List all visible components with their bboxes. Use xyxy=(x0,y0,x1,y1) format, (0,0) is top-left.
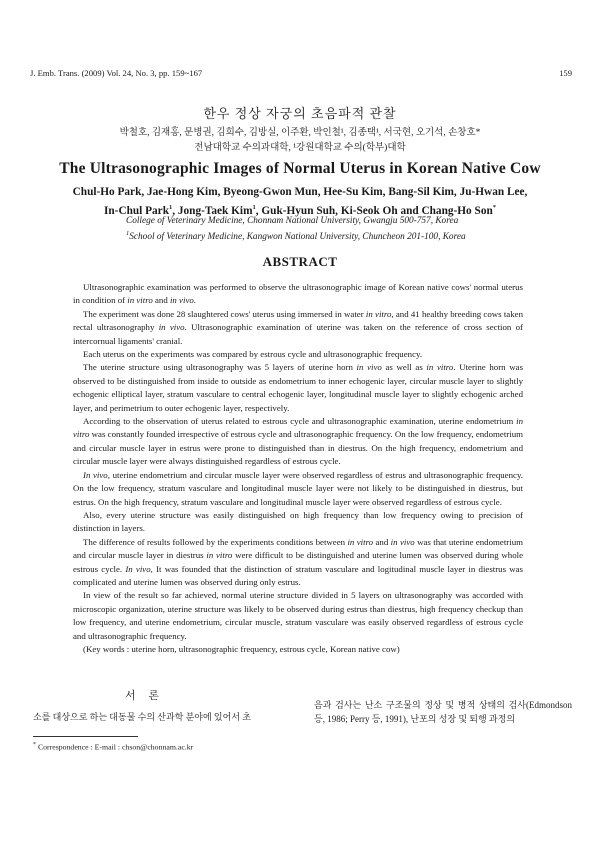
italic-term: in vivo xyxy=(158,322,185,333)
abstract-paragraph: In view of the result so far achieved, normal uterine structure divided in 5 layers on ultrasonography was accorded with microscopic organization, uterine structure was likely to be observed during estrus than diestrus, high frequency checkup than low frequency, and uterine endometrium, circular muscle, stratum vasculare was easily observed regardless of estrous cycle and ultrasonographic frequency. xyxy=(73,590,523,641)
abstract-heading: ABSTRACT xyxy=(262,254,338,269)
korean-title: 한우 정상 자궁의 초음파적 관찰 xyxy=(203,106,397,121)
text-run: were difficult to be distinguished and uterine lumen was observed during whole estrous cycle. xyxy=(73,550,523,574)
italic-term: In vivo xyxy=(83,469,108,480)
abstract-paragraph xyxy=(73,281,523,308)
english-title: The Ultrasonographic Images of Normal Uterus in Korean Native Cow xyxy=(59,160,541,177)
korean-affiliation: 전남대학교 수의과대학, ¹강원대학교 수의(학부)대학 xyxy=(194,143,406,153)
korean-authors: 박철호, 김재홍, 문병권, 김희수, 김방실, 이주환, 박인철¹, 김종택¹, 서국현, 오기석, 손창호* xyxy=(119,128,481,138)
journal-citation: J. Emb. Trans. (2009) Vol. 24, No. 3, pp. 159~167 xyxy=(30,68,203,78)
affiliation-1: College of Veterinary Medicine, Chonnam National University, Gwangju 500-757, Korea xyxy=(126,216,459,226)
abstract-paragraph xyxy=(73,361,523,415)
text-run: , uterine endometrium and circular muscle layer were observed regardless of estrus and ultrasonographic frequency. On the low frequency, stratum vasculare and longitudinal muscle layer were not likely to be distinguished in diestrus, but estrus. On the high frequency, stratum vasculare and longitudinal muscle layer were observed regardless of estrous cycle. xyxy=(73,469,524,507)
abstract-paragraph xyxy=(73,415,523,469)
italic-term: In vivo xyxy=(125,563,151,574)
italic-term: in vivo xyxy=(356,362,382,373)
intro-right-column: 음과 검사는 난소 구조물의 정상 및 병적 상태의 검사(Edmondson 등, 1986; Perry 등, 1991), 난포의 성장 및 퇴행 과정의 xyxy=(314,700,572,725)
text-run: as well as xyxy=(381,362,427,373)
text-run: , It was founded that the distinction of stratum vasculare and logitudinal muscle layer in diestrus was complicated and uterine lumen was observed during only estrus. xyxy=(73,563,523,587)
affiliation-mark: 1 xyxy=(252,204,256,211)
author-in-chul-park: In-Chul Park xyxy=(104,204,169,217)
introduction-heading: 서 론 xyxy=(125,690,165,702)
abstract-paragraph xyxy=(73,536,523,590)
text-run: Ultrasonographic examination was performed to observe the ultrasonographic image of Korean native cows' normal uterus in condition of xyxy=(73,282,523,306)
text-run: and xyxy=(152,295,170,306)
corresponding-mark: * xyxy=(492,204,496,211)
italic-term: in vitro xyxy=(206,550,233,561)
page-number: 159 xyxy=(559,68,572,78)
text-run: . Uterine horn was observed to be distinguished from inside to outside as endometrium to inner echogenic layer, circular muscle layer to slightly echogenic elliptical layer, stratum vasculare to central echogenic layer, longitudinal muscle layer to slightly echogenic arched layer, and perimetrium to outer echogenic layer, respectively. xyxy=(73,362,524,413)
affiliation-2: $^1$School of Veterinary Medicine, Kangwon National University, Chuncheon 201-100, Korea xyxy=(126,229,466,242)
text-run: . xyxy=(193,295,197,306)
text-run: The difference of results followed by the experiments conditions between xyxy=(83,536,348,547)
abstract-paragraph: Also, every uterine structure was easily distinguished on high frequency than low frequency owing to precision of distinction in layers. xyxy=(73,509,523,534)
correspondence-footnote xyxy=(33,742,193,752)
english-authors xyxy=(70,184,530,219)
footnote-rule xyxy=(33,736,138,737)
italic-term: in vitro xyxy=(426,362,454,373)
authors-line-1: Chul-Ho Park, Jae-Hong Kim, Byeong-Gwon Mun, Hee-Su Kim, Bang-Sil Kim, Ju-Hwan Lee, xyxy=(72,186,528,198)
text-run: . Ultrasonographic examination of uterine was taken on the reference of cross section of intercornual ligaments' cranial. xyxy=(73,322,523,346)
text-run: was that uterine endometrium and circular muscle layer in diestrus xyxy=(73,536,523,561)
abstract-paragraph xyxy=(73,308,523,348)
abstract-body xyxy=(73,281,523,656)
italic-term: in vitro xyxy=(73,416,523,440)
english-affiliations xyxy=(126,215,526,243)
text-run: The uterine structure using ultrasonography was 5 layers of uterine horn xyxy=(83,362,357,373)
italic-term: in vitro xyxy=(347,536,374,547)
intro-left-column: 소를 대상으로 하는 대동물 수의 산과학 분야에 있어서 초 xyxy=(33,712,251,722)
text-run: , and 41 healthy breeding cows taken rectal ultrasonography xyxy=(73,308,523,333)
text-run: According to the observation of uterus related to estrous cycle and ultrasonographic examination, uterine endometrium xyxy=(83,416,517,427)
author-jong-taek-kim: , Jong-Taek Kim xyxy=(172,204,253,217)
keywords: (Key words : uterine horn, ultrasonographic frequency, estrous cycle, Korean native cow) xyxy=(83,643,400,654)
abstract-paragraph xyxy=(73,469,523,509)
text-run: The experiment was done 28 slaughtered cows' uterus using immersed in water xyxy=(83,308,366,319)
text-run: was constantly founded irrespective of estrous cycle and ultrasonographic frequency. On the low frequency, endometrium and circular muscle layer in estrus were prone to distinguished than in diestrus. On the high frequency, endometrium and circular muscle layer were always distinguished regardless of estrous cycle. xyxy=(73,429,523,467)
italic-term: in vivo xyxy=(169,295,194,306)
italic-term: in vitro xyxy=(127,295,153,306)
corresponding-mark: * xyxy=(33,742,36,748)
authors-remaining: , Guk-Hyun Suh, Ki-Seok Oh and Chang-Ho Son xyxy=(255,204,493,217)
italic-term: in vitro xyxy=(365,308,392,319)
italic-term: in vivo xyxy=(390,536,415,547)
affiliation-mark: 1 xyxy=(126,229,130,237)
abstract-paragraph: Each uterus on the experiments was compared by estrous cycle and ultrasonographic frequency. xyxy=(83,349,423,360)
text-run: and xyxy=(373,536,391,547)
correspondence-email: Correspondence : E-mail : chson@chonnam.ac.kr xyxy=(36,742,194,752)
affiliation-mark: 1 xyxy=(168,204,173,211)
